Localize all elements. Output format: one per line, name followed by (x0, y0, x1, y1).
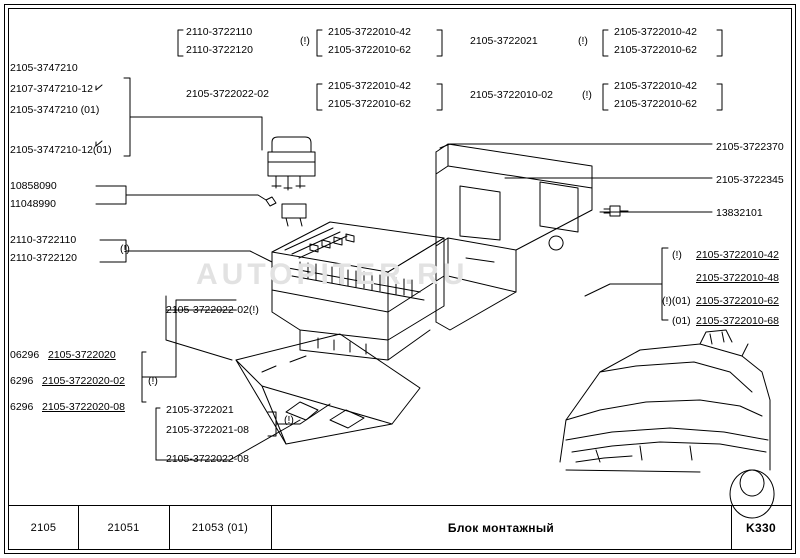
label-right-group-code-2: 2105-3722010-48 (696, 272, 779, 284)
title-name: Блок монтажный (447, 521, 555, 535)
label-top-group1-line2: 2110-3722120 (186, 44, 253, 56)
label-center-cover: 2105-3722022-02(!) (166, 304, 259, 316)
label-row2-group3: 2105-3722010-02 (470, 89, 553, 101)
title-block (9, 505, 791, 549)
label-left-group4-code-2: 2105-3722020-02 (42, 375, 125, 387)
label-left-group1-line2: 2107-3747210-12 (10, 83, 93, 95)
label-left-group3-mark: (!) (120, 243, 130, 255)
label-left-group1-line4: 2105-3747210-12(01) (10, 144, 112, 156)
label-right-group-code-3: 2105-3722010-62 (696, 295, 779, 307)
label-left-group4-qty-1: 06296 (10, 349, 40, 361)
label-left-group4-qty-2: 6296 (10, 375, 34, 387)
label-row2-group2-line2: 2105-3722010-62 (328, 98, 411, 110)
label-top-group4-line2: 2105-3722010-62 (614, 44, 697, 56)
label-right-top-1: 2105-3722370 (716, 141, 784, 153)
label-left-group4-code-3: 2105-3722020-08 (42, 401, 125, 413)
label-row2-group3-mark: (!) (582, 89, 592, 101)
label-left-group3-line1: 2110-3722110 (10, 234, 77, 246)
watermark: AUTOPITER.RU (196, 258, 469, 291)
label-right-group-code-1: 2105-3722010-42 (696, 249, 779, 261)
label-top-group1-line1: 2110-3722110 (186, 26, 253, 38)
label-row2-group1: 2105-3722022-02 (186, 88, 269, 100)
label-left-group2-line1: 10858090 (10, 180, 57, 192)
label-left-group1-line1: 2105-3747210 (10, 62, 78, 74)
label-right-group-mark-3: (!)(01) (662, 295, 691, 307)
label-top-group3-mark: (!) (578, 35, 588, 47)
label-row2-group4-line2: 2105-3722010-62 (614, 98, 697, 110)
label-right-top-3: 13832101 (716, 207, 763, 219)
label-right-group-mark-4: (01) (672, 315, 691, 327)
label-left-group4-code-1: 2105-3722020 (48, 349, 116, 361)
label-center-bottom-mark: (!) (284, 414, 294, 426)
label-right-group-mark-1: (!) (672, 249, 682, 261)
label-right-group-code-4: 2105-3722010-68 (696, 315, 779, 327)
label-top-group4-line1: 2105-3722010-42 (614, 26, 697, 38)
title-code-2: 21051 (107, 522, 140, 534)
label-top-group2-line1: 2105-3722010-42 (328, 26, 411, 38)
label-top-group1-mark: (!) (300, 35, 310, 47)
label-top-group2-line2: 2105-3722010-62 (328, 44, 411, 56)
label-row2-group4-line1: 2105-3722010-42 (614, 80, 697, 92)
label-left-group1-line3: 2105-3747210 (01) (10, 104, 100, 116)
label-left-group4-qty-3: 6296 (10, 401, 34, 413)
title-code-left: 2105 (30, 522, 57, 534)
label-top-group3: 2105-3722021 (470, 35, 538, 47)
label-row2-group2-line1: 2105-3722010-42 (328, 80, 411, 92)
label-center-bottom-3: 2105-3722022-08 (166, 453, 249, 465)
label-right-top-2: 2105-3722345 (716, 174, 784, 186)
label-center-bottom-1: 2105-3722021 (166, 404, 234, 416)
label-left-group4-mark-2: (!) (148, 375, 158, 387)
title-sheet-code: K330 (746, 521, 776, 535)
label-left-group2-line2: 11048990 (10, 198, 56, 210)
title-code-3: 21053 (01) (191, 522, 249, 534)
label-left-group3-line2: 2110-3722120 (10, 252, 77, 264)
label-center-bottom-2: 2105-3722021-08 (166, 424, 249, 436)
